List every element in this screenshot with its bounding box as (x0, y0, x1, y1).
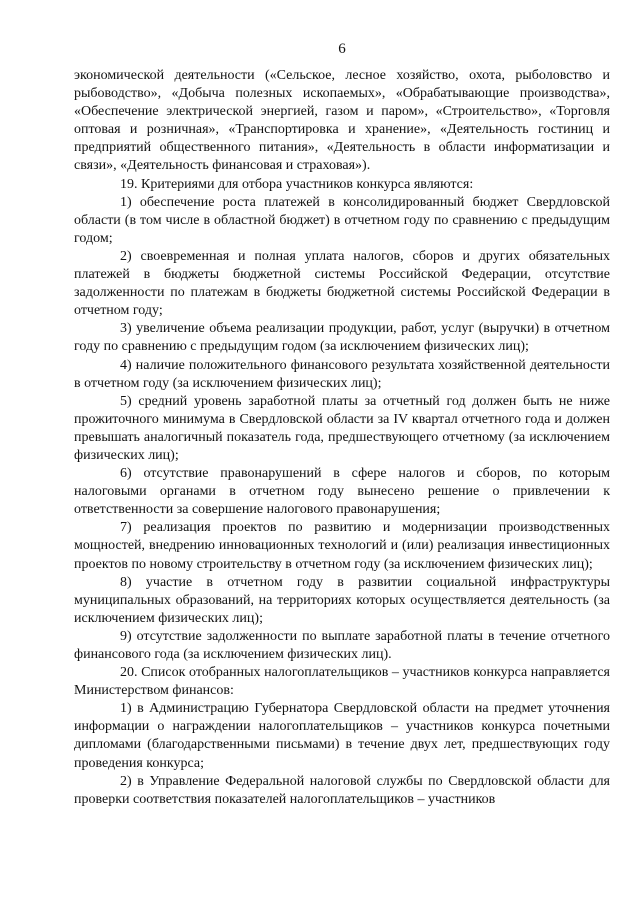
paragraph-recipient-2: 2) в Управление Федеральной налоговой службы по Свердловской области для проверки соответствия показателей налогоплательщиков – участников (74, 773, 610, 807)
paragraph-criterion-7: 7) реализация проектов по развитию и модернизации производственных мощностей, внедрению инновационных технологий и (или) реализация инвестиционных проектов по новому строительству в отчетном году (за исключением физических лиц); (74, 520, 610, 572)
paragraph-criterion-3: 3) увеличение объема реализации продукции, работ, услуг (выручки) в отчетном году по сравнению с предыдущим годом (за исключением физических лиц); (74, 321, 610, 355)
paragraph-clause-19: 19. Критериями для отбора участников конкурса являются: (120, 176, 474, 192)
paragraph-clause-20: 20. Список отобранных налогоплательщиков – участников конкурса направляется Министерством финансов: (74, 665, 610, 699)
paragraph-criterion-9: 9) отсутствие задолженности по выплате заработной платы в течение отчетного финансового года (за исключением физических лиц). (74, 628, 610, 662)
paragraph-criterion-5: 5) средний уровень заработной платы за отчетный год должен быть не ниже прожиточного минимума в Свердловской области за IV квартал отчетного года и должен превышать аналогичный показатель года, предшествующего отчетному (за исключением физических лиц); (74, 393, 610, 463)
paragraph-recipient-1: 1) в Администрацию Губернатора Свердловской области на предмет уточнения информации о награждении налогоплательщиков – участников конкурса почетными дипломами (благодарственными письмами) в течение двух лет, предшествующих году проведения конкурса; (74, 701, 610, 771)
paragraph-criterion-8: 8) участие в отчетном году в развитии социальной инфраструктуры муниципальных образований, на территориях которых осуществляется деятельность (за исключением физических лиц); (74, 574, 610, 626)
paragraph-continuation: экономической деятельности («Сельское, лесное хозяйство, охота, рыболовство и рыбоводство», «Добыча полезных ископаемых», «Обрабатывающие производства», «Обеспечение электрической энергией, газом и паром», «Строительство», «Торговля оптовая и розничная», «Транспортировка и хранение», «Деятельность гостиниц и предприятий общественного питания», «Деятельность в области информатизации и связи», «Деятельность финансовая и страховая»). (74, 68, 610, 174)
paragraph-criterion-1: 1) обеспечение роста платежей в консолидированный бюджет Свердловской области (в том числе в областной бюджет) в отчетном году по сравнению с предыдущим годом; (74, 194, 610, 246)
paragraph-criterion-4: 4) наличие положительного финансового результата хозяйственной деятельности в отчетном году (за исключением физических лиц); (74, 357, 610, 391)
paragraph-criterion-2: 2) своевременная и полная уплата налогов, сборов и других обязательных платежей в бюджеты бюджетной системы Российской Федерации, отсутствие задолженности по платежам в бюджеты бюджетной системы Российской Федерации в отчетном году; (74, 248, 610, 319)
paragraph-criterion-6: 6) отсутствие правонарушений в сфере налогов и сборов, по которым налоговыми органами в отчетном году вынесено решение о привлечении к ответственности за совершение налогового правонарушения; (74, 466, 610, 518)
page-number: 6 (338, 41, 346, 57)
document-body (74, 67, 610, 809)
